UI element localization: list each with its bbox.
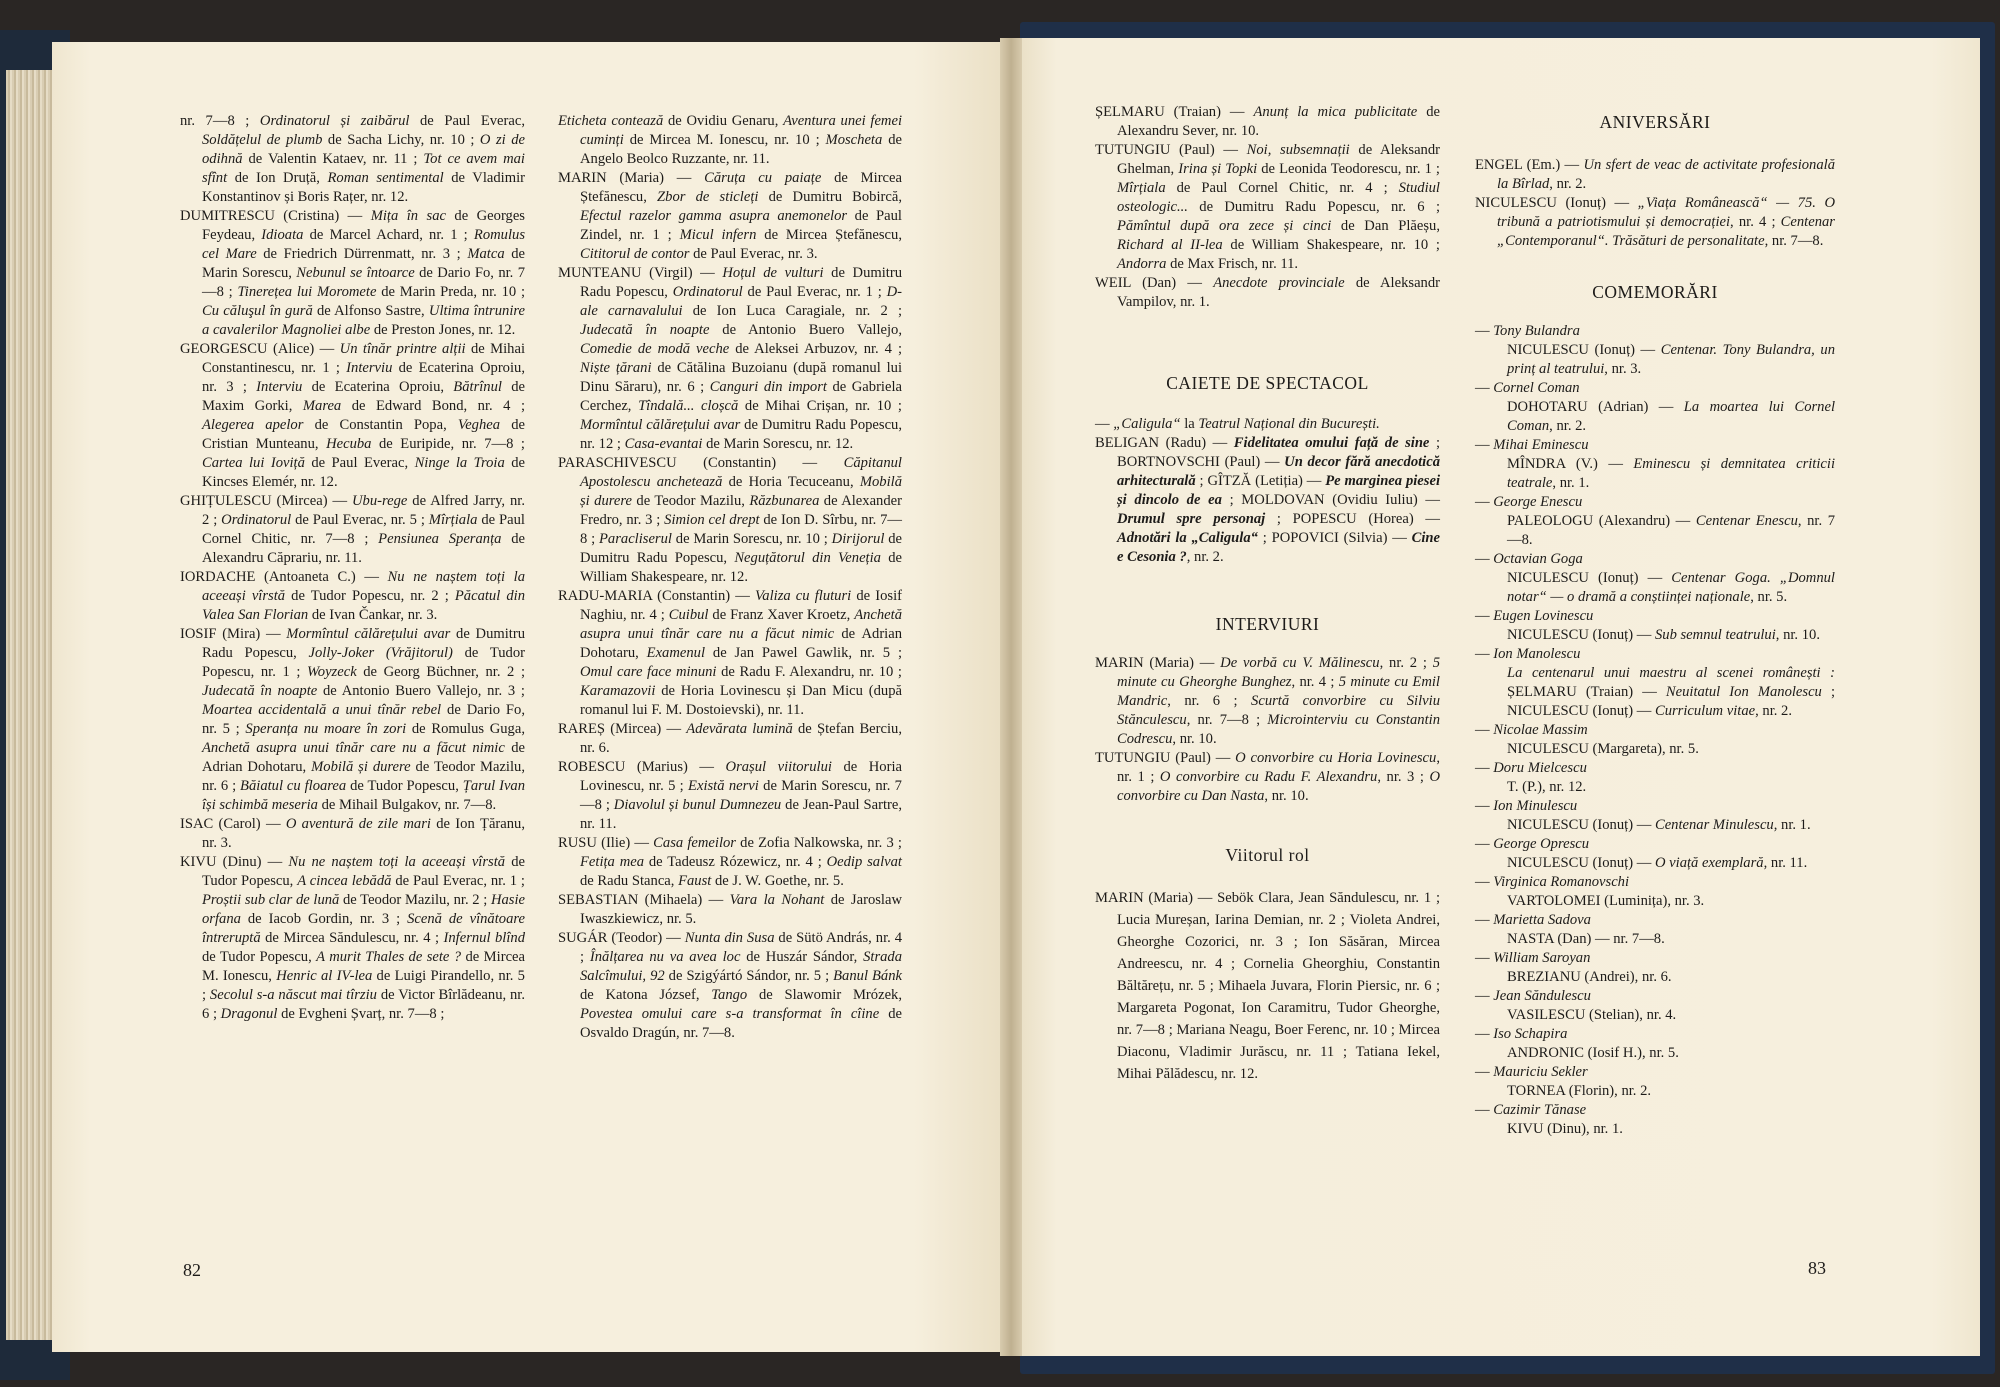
- index-entry: MARIN (Maria) — Sebök Clara, Jean Săndulescu, nr. 1 ; Lucia Mureșan, Iarina Demian, nr. 2 ; Violeta Andrei, Gheorghe Cozorici, nr. 3 ; Ion Săsăran, Mircea Andreescu, nr. 4 ; Cornelia Gheorghiu, Constantin Băltărețu, nr. 5 ; Mihaela Juvara, Florin Piersic, nr. 6 ; Margareta Pogonat, Ion Caramitru, Tudor Gheorghe, nr. 7—8 ; Mariana Neagu, Boer Ferenc, nr. 10 ; Mircea Diaconu, Vladimir Jurăscu, nr. 11 ; Tatiana Iekel, Mihai Pălădescu, nr. 12.: [1095, 890, 1440, 1082]
- commemoration-subject: — Cornel Coman: [1475, 380, 1580, 396]
- index-entry: SUGÁR (Teodor) — Nunta din Susa de Sütö András, nr. 4 ; Înălțarea nu va avea loc de Huszár Sándor, Strada Salcîmului, 92 de Szigýártó Sándor, nr. 5 ; Banul Bánk de Katona József, Tango de Slawomir Mrózek, Povestea omului care s-a transformat în cîine de Osvaldo Dragún, nr. 7—8.: [558, 930, 903, 1041]
- commemoration-article: VASILESCU (Stelian), nr. 4.: [1507, 1007, 1677, 1023]
- commemoration-subject: — Eugen Lovinescu: [1475, 608, 1594, 624]
- index-entry: IOSIF (Mira) — Mormîntul călărețului avar de Dumitru Radu Popescu, Jolly-Joker (Vrăjitorul) de Tudor Popescu, nr. 1 ; Woyzeck de Georg Büchner, nr. 2 ; Judecată în noapte de Antonio Buero Vallejo, nr. 3 ; Moartea accidentală a unui tînăr rebel de Dario Fo, nr. 5 ; Speranța nu moare în zori de Romulus Guga, Anchetă asupra unui tînăr care nu a făcut nimic de Adrian Dohotaru, Mobilă și durere de Teodor Mazilu, nr. 6 ; Băiatul cu floarea de Tudor Popescu, Țarul Ivan își schimbă meseria de Mihail Bulgakov, nr. 7—8.: [180, 626, 526, 813]
- commemoration-article: BREZIANU (Andrei), nr. 6.: [1507, 969, 1672, 985]
- commemoration-article: NICULESCU (Margareta), nr. 5.: [1507, 741, 1699, 757]
- section-heading-caiete: CAIETE DE SPECTACOL: [1166, 373, 1369, 393]
- commemoration-entry: [1475, 550, 1835, 607]
- commemoration-subject: — George Oprescu: [1475, 836, 1590, 852]
- commemoration-entry: [1475, 987, 1835, 1025]
- commemoration-article: DOHOTARU (Adrian) — La moartea lui Cornel Coman, nr. 2.: [1507, 399, 1835, 434]
- commemoration-article: TORNEA (Florin), nr. 2.: [1507, 1083, 1652, 1099]
- index-entry: ISAC (Carol) — O aventură de zile mari de Ion Țăranu, nr. 3.: [180, 816, 525, 851]
- commemoration-article: NICULESCU (Ionuț) — Centenar Minulescu, nr. 1.: [1507, 817, 1811, 833]
- caiete-list: [1095, 415, 1440, 567]
- commemoration-entry: [1475, 645, 1835, 721]
- right-column-2: [1475, 113, 1835, 1139]
- commemoration-entry: [1475, 835, 1835, 873]
- index-entry: NICULESCU (Ionuț) — „Viața Românească“ — 75. O tribună a patriotismului și democrației, nr. 4 ; Centenar „Contemporanul“. Trăsături de personalitate, nr. 7—8.: [1475, 195, 1835, 249]
- index-entry: GEORGESCU (Alice) — Un tînăr printre alții de Mihai Constantinescu, nr. 1 ; Interviu de Ecaterina Oproiu, nr. 3 ; Interviu de Ecaterina Oproiu, Bătrînul de Maxim Gorki, Marea de Edward Bond, nr. 4 ; Alegerea apelor de Constantin Popa, Veghea de Cristian Munteanu, Hecuba de Euripide, nr. 7—8 ; Cartea lui Ioviță de Paul Everac, Ninge la Troia de Kincses Elemér, nr. 12.: [180, 341, 525, 490]
- index-entry: MARIN (Maria) — Căruța cu paiațe de Mircea Ștefănescu, Zbor de sticleți de Dumitru Bobircă, Efectul razelor gamma asupra anemonelor de Paul Zindel, nr. 1 ; Micul infern de Mircea Ștefănescu, Cititorul de contor de Paul Everac, nr. 3.: [558, 170, 902, 262]
- commemoration-subject: — Doru Mielcescu: [1475, 760, 1587, 776]
- index-entry: MARIN (Maria) — De vorbă cu V. Mălinescu, nr. 2 ; 5 minute cu Gheorghe Bunghez, nr. 4 ; 5 minute cu Emil Mandric, nr. 6 ; Scurtă convorbire cu Silviu Stănculescu, nr. 7—8 ; Microinterviu cu Constantin Codrescu, nr. 10.: [1095, 655, 1441, 747]
- viitorul-list: [1095, 887, 1440, 1085]
- book-gutter: [1000, 38, 1022, 1356]
- index-entry: WEIL (Dan) — Anecdote provinciale de Aleksandr Vampilov, nr. 1.: [1095, 275, 1440, 310]
- commemoration-entry: [1475, 721, 1835, 759]
- commemoration-entry: [1475, 911, 1835, 949]
- page-edges: [6, 70, 56, 1340]
- commemoration-subject: — Tony Bulandra: [1475, 323, 1580, 339]
- aniversari-list: [1475, 156, 1835, 251]
- commemoration-article: NASTA (Dan) — nr. 7—8.: [1507, 931, 1665, 947]
- interviuri-list: [1095, 654, 1440, 806]
- commemoration-entry: [1475, 797, 1835, 835]
- commemoration-subject: — Ion Minulescu: [1475, 798, 1578, 814]
- comemorari-list: [1475, 322, 1835, 1139]
- left-column-1: [180, 112, 525, 1024]
- commemoration-subject: — Ion Manolescu: [1475, 646, 1581, 662]
- commemoration-article: NICULESCU (Ionuț) — Sub semnul teatrului, nr. 10.: [1507, 627, 1820, 643]
- index-entry: nr. 7—8 ; Ordinatorul și zaibărul de Paul Everac, Soldățelul de plumb de Sacha Lichy, nr. 10 ; O zi de odihnă de Valentin Kataev, nr. 11 ; Tot ce avem mai sfînt de Ion Druță, Roman sentimental de Vladimir Konstantinov și Boris Rațer, nr. 12.: [180, 113, 525, 205]
- commemoration-article: PALEOLOGU (Alexandru) — Centenar Enescu, nr. 7—8.: [1507, 513, 1835, 548]
- commemoration-subject: — Cazimir Tănase: [1475, 1102, 1587, 1118]
- index-entry: Eticheta contează de Ovidiu Genaru, Aventura unei femei cuminți de Mircea M. Ionescu, nr. 10 ; Moscheta de Angelo Beolco Ruzzante, nr. 11.: [558, 113, 902, 167]
- index-entry: — „Caligula“ la Teatrul Național din București.: [1095, 416, 1380, 432]
- commemoration-article: NICULESCU (Ionuț) — Centenar. Tony Bulandra, un prinț al teatrului, nr. 3.: [1507, 342, 1835, 377]
- commemoration-entry: [1475, 759, 1835, 797]
- commemoration-entry: [1475, 1025, 1835, 1063]
- commemoration-article: VARTOLOMEI (Luminița), nr. 3.: [1507, 893, 1705, 909]
- index-entry: SEBASTIAN (Mihaela) — Vara la Nohant de Jaroslaw Iwaszkiewicz, nr. 5.: [558, 892, 902, 927]
- index-entry: ENGEL (Em.) — Un sfert de veac de activitate profesională la Bîrlad, nr. 2.: [1475, 157, 1835, 192]
- right-column-1: [1095, 103, 1440, 1085]
- commemoration-subject: — Marietta Sadova: [1475, 912, 1591, 928]
- commemoration-entry: [1475, 949, 1835, 987]
- index-entry: ȘELMARU (Traian) — Anunț la mica publicitate de Alexandru Sever, nr. 10.: [1095, 104, 1440, 139]
- commemoration-subject: — Mauriciu Sekler: [1475, 1064, 1588, 1080]
- index-entry: BELIGAN (Radu) — Fidelitatea omului față de sine ; BORTNOVSCHI (Paul) — Un decor fără anecdotică arhitecturală ; GÎTZĂ (Letiția) — Pe marginea piesei și dincolo de ea ; MOLDOVAN (Ovidiu Iuliu) — Drumul spre personaj ; POPESCU (Horea) — Adnotări la „Caligula“ ; POPOVICI (Silvia) — Cine e Cesonia ?, nr. 2.: [1095, 435, 1441, 565]
- index-entry: GHIȚULESCU (Mircea) — Ubu-rege de Alfred Jarry, nr. 2 ; Ordinatorul de Paul Everac, nr. 5 ; Mîrțiala de Paul Cornel Chitic, nr. 7—8 ; Pensiunea Speranța de Alexandru Căprariu, nr. 11.: [180, 493, 525, 566]
- commemoration-subject: — Virginica Romanovschi: [1475, 874, 1630, 890]
- commemoration-entry: [1475, 493, 1835, 550]
- index-entry: ROBESCU (Marius) — Orașul viitorului de Horia Lovinescu, nr. 5 ; Există nervi de Marin Sorescu, nr. 7—8 ; Diavolul și bunul Dumnezeu de Jean-Paul Sartre, nr. 11.: [558, 759, 902, 832]
- index-entry: TUTUNGIU (Paul) — O convorbire cu Horia Lovinescu, nr. 1 ; O convorbire cu Radu F. Alexandru, nr. 3 ; O convorbire cu Dan Nasta, nr. 10.: [1095, 750, 1440, 804]
- index-entry: RAREȘ (Mircea) — Adevărata lumină de Ștefan Berciu, nr. 6.: [558, 721, 902, 756]
- commemoration-article: La centenarul unui maestru al scenei românești : ȘELMARU (Traian) — Neuitatul Ion Manolescu ; NICULESCU (Ionuț) — Curriculum vitae, nr. 2.: [1507, 665, 1835, 719]
- index-entry: KIVU (Dinu) — Nu ne naștem toți la aceeași vîrstă de Tudor Popescu, A cincea lebădă de Paul Everac, nr. 1 ; Proștii sub clar de lună de Teodor Mazilu, nr. 2 ; Hasie orfana de Iacob Gordin, nr. 3 ; Scenă de vînătoare întreruptă de Mircea Săndulescu, nr. 4 ; Infernul blînd de Tudor Popescu, A murit Thales de sete ? de Mircea M. Ionescu, Henric al IV-lea de Luigi Pirandello, nr. 5 ; Secolul s-a născut mai tîrziu de Victor Bîrlădeanu, nr. 6 ; Dragonul de Evgheni Șvarț, nr. 7—8 ;: [180, 854, 526, 1022]
- index-entry: PARASCHIVESCU (Constantin) — Căpitanul Apostolescu anchetează de Horia Tecuceanu, Mobilă și durere de Teodor Mazilu, Răzbunarea de Alexander Fredro, nr. 3 ; Simion cel drept de Ion D. Sîrbu, nr. 7—8 ; Paracliserul de Marin Sorescu, nr. 10 ; Dirijorul de Dumitru Radu Popescu, Neguțătorul din Veneția de William Shakespeare, nr. 12.: [558, 455, 903, 585]
- page-number-left: 82: [183, 1260, 201, 1280]
- commemoration-article: KIVU (Dinu), nr. 1.: [1507, 1121, 1623, 1137]
- page-number-right: 83: [1808, 1258, 1826, 1278]
- section-heading-interviuri: INTERVIURI: [1215, 614, 1320, 634]
- section-heading-viitorul-rol: Viitorul rol: [1225, 845, 1310, 865]
- commemoration-article: MÎNDRA (V.) — Eminescu și demnitatea criticii teatrale, nr. 1.: [1507, 456, 1835, 491]
- index-entry: DUMITRESCU (Cristina) — Mița în sac de Georges Feydeau, Idioata de Marcel Achard, nr. 1 ; Romulus cel Mare de Friedrich Dürrenmatt, nr. 3 ; Matca de Marin Sorescu, Nebunul se întoarce de Dario Fo, nr. 7—8 ; Tinerețea lui Moromete de Marin Preda, nr. 10 ; Cu căluşul în gură de Alfonso Sastre, Ultima întrunire a cavalerilor Magnoliei albe de Preston Jones, nr. 12.: [180, 208, 526, 338]
- index-entry: IORDACHE (Antoaneta C.) — Nu ne naștem toți la aceeași vîrstă de Tudor Popescu, nr. 2 ; Păcatul din Valea San Florian de Ivan Čankar, nr. 3.: [180, 569, 525, 623]
- index-entry: MUNTEANU (Virgil) — Hoțul de vulturi de Dumitru Radu Popescu, Ordinatorul de Paul Everac, nr. 1 ; D-ale carnavalului de Ion Luca Caragiale, nr. 2 ; Judecată în noapte de Antonio Buero Vallejo, Comedie de modă veche de Aleksei Arbuzov, nr. 4 ; Niște țărani de Cătălina Buzoianu (după romanul lui Dinu Săraru), nr. 6 ; Canguri din import de Gabriela Cerchez, Tîndală... cloșcă de Mihai Crișan, nr. 10 ; Mormîntul călărețului avar de Dumitru Radu Popescu, nr. 12 ; Casa-evantai de Marin Sorescu, nr. 12.: [558, 265, 903, 452]
- commemoration-entry: [1475, 1063, 1835, 1101]
- commemoration-entry: [1475, 607, 1835, 645]
- commemoration-entry: [1475, 873, 1835, 911]
- commemoration-entry: [1475, 322, 1835, 379]
- commemoration-article: NICULESCU (Ionuț) — Centenar Goga. „Domnul notar“ — o dramă a conștiinței naționale, nr. 5.: [1507, 570, 1835, 605]
- commemoration-article: NICULESCU (Ionuț) — O viață exemplară, nr. 11.: [1507, 855, 1808, 871]
- commemoration-subject: — Jean Săndulescu: [1475, 988, 1591, 1004]
- commemoration-entry: [1475, 379, 1835, 436]
- section-heading-comemorari: COMEMORĂRI: [1592, 282, 1718, 302]
- commemoration-entry: [1475, 436, 1835, 493]
- commemoration-subject: — Mihai Eminescu: [1475, 437, 1589, 453]
- section-heading-aniversari: ANIVERSĂRI: [1599, 112, 1711, 132]
- commemoration-subject: — Octavian Goga: [1475, 551, 1583, 567]
- left-column-2: [558, 112, 902, 1043]
- commemoration-subject: — William Saroyan: [1475, 950, 1591, 966]
- commemoration-subject: — George Enescu: [1475, 494, 1583, 510]
- index-entry: RUSU (Ilie) — Casa femeilor de Zofia Nalkowska, nr. 3 ; Fetița mea de Tadeusz Rózewicz, nr. 4 ; Oedip salvat de Radu Stanca, Faust de J. W. Goethe, nr. 5.: [558, 835, 902, 889]
- commemoration-entry: [1475, 1101, 1835, 1139]
- commemoration-subject: — Nicolae Massim: [1475, 722, 1588, 738]
- entries-continued: [1095, 103, 1440, 312]
- commemoration-article: ANDRONIC (Iosif H.), nr. 5.: [1507, 1045, 1679, 1061]
- index-entry: TUTUNGIU (Paul) — Noi, subsemnații de Aleksandr Ghelman, Irina și Topki de Leonida Teodorescu, nr. 1 ; Mîrțiala de Paul Cornel Chitic, nr. 4 ; Studiul osteologic... de Dumitru Radu Popescu, nr. 6 ; Pămîntul după ora zece și cinci de Dan Plăeșu, Richard al II-lea de William Shakespeare, nr. 10 ; Andorra de Max Frisch, nr. 11.: [1095, 142, 1441, 272]
- commemoration-subject: — Iso Schapira: [1475, 1026, 1568, 1042]
- index-entry: RADU-MARIA (Constantin) — Valiza cu fluturi de Iosif Naghiu, nr. 4 ; Cuibul de Franz Xaver Kroetz, Anchetă asupra unui tînăr care nu a făcut nimic de Adrian Dohotaru, Examenul de Jan Pawel Gawlik, nr. 5 ; Omul care face minuni de Radu F. Alexandru, nr. 10 ; Karamazovii de Horia Lovinescu și Dan Micu (după romanul lui F. M. Dostoievski), nr. 11.: [558, 588, 903, 718]
- commemoration-article: T. (P.), nr. 12.: [1507, 779, 1587, 795]
